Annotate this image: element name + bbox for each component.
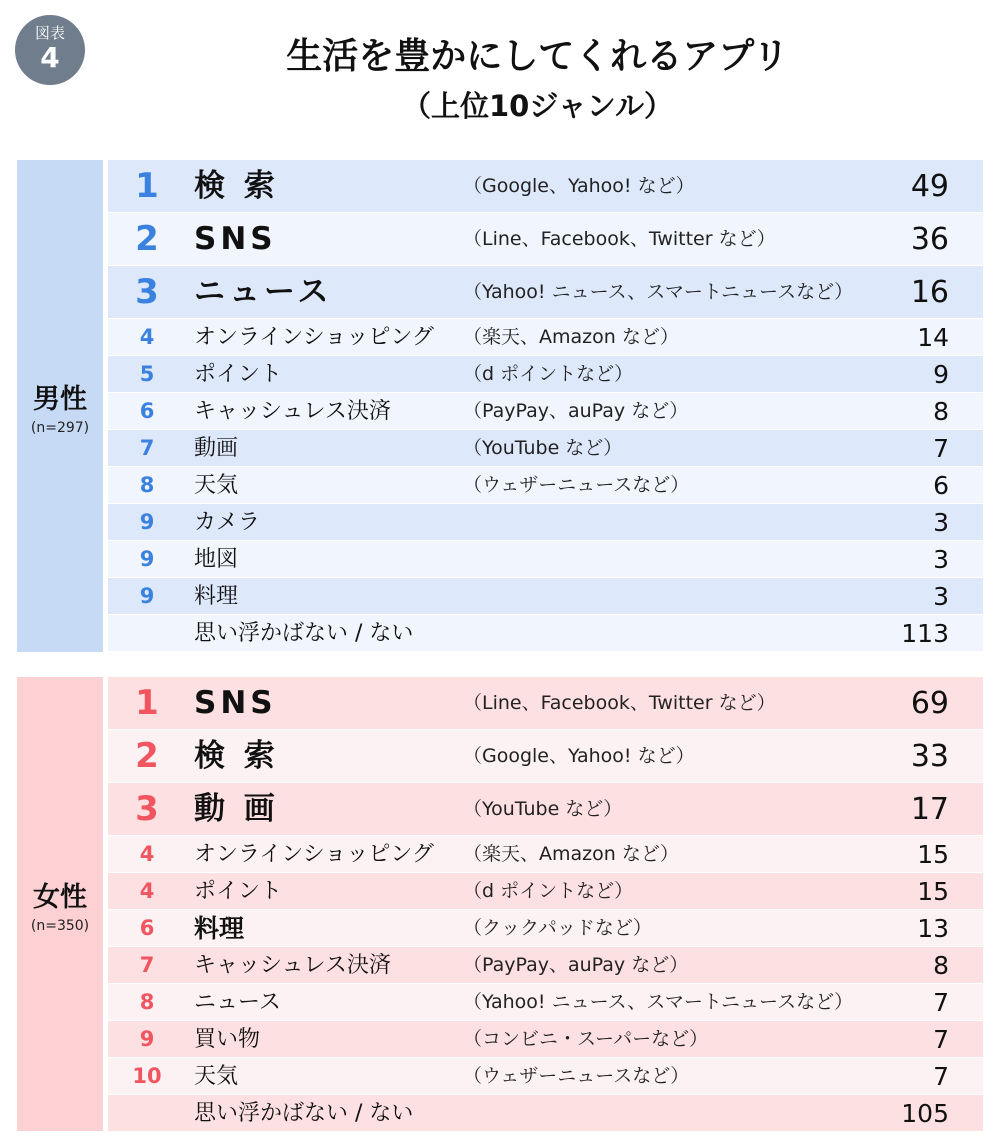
rank: 2 [135, 736, 159, 776]
app-genre: 思い浮かばない / ない [194, 1101, 414, 1126]
examples: （ウェザーニュースなど） [463, 474, 690, 496]
table-row [108, 783, 983, 836]
value: 36 [910, 222, 949, 257]
group-sample-size: (n=350) [30, 917, 90, 934]
app-genre: キャッシュレス決済 [194, 953, 391, 978]
app-genre: 料理 [194, 584, 239, 609]
app-genre: ニュース [194, 274, 333, 310]
app-genre: 検 索 [194, 738, 279, 774]
rank: 7 [139, 436, 155, 460]
value: 113 [901, 619, 949, 648]
examples: （d ポイントなど） [463, 363, 634, 385]
female-rows [108, 677, 983, 1132]
value: 13 [917, 914, 949, 943]
rank: 8 [139, 990, 155, 1014]
rank: 2 [135, 219, 159, 259]
group-name: 女性 [33, 881, 87, 913]
group-name: 男性 [33, 383, 87, 415]
examples: （Google、Yahoo! など） [463, 175, 695, 197]
value: 16 [910, 275, 949, 310]
table-row [108, 504, 983, 541]
value: 8 [933, 951, 949, 980]
rank: 5 [139, 362, 155, 386]
examples: （YouTube など） [463, 798, 623, 820]
app-genre: 天気 [194, 473, 239, 498]
table-row [108, 160, 983, 213]
table-row [108, 947, 983, 984]
app-genre: キャッシュレス決済 [194, 399, 391, 424]
value: 3 [933, 508, 949, 537]
value: 7 [933, 434, 949, 463]
app-genre: 料理 [194, 914, 245, 943]
rank: 9 [139, 584, 155, 608]
table-row [108, 430, 983, 467]
chart-subtitle: （上位10ジャンル） [401, 89, 674, 123]
value: 7 [933, 1025, 949, 1054]
app-genre: 地図 [194, 547, 239, 572]
table-row [108, 615, 983, 652]
examples: （PayPay、auPay など） [463, 400, 689, 422]
app-genre: カメラ [194, 510, 261, 535]
app-genre: 買い物 [194, 1027, 261, 1052]
examples: （Yahoo! ニュース、スマートニュースなど） [463, 991, 854, 1013]
rank: 1 [135, 166, 159, 206]
table-row [108, 677, 983, 730]
table-row [108, 730, 983, 783]
rank: 4 [139, 325, 155, 349]
table-row [108, 467, 983, 504]
app-genre: 動 画 [194, 791, 279, 827]
rank: 6 [139, 916, 155, 940]
examples: （Line、Facebook、Twitter など） [463, 692, 776, 714]
examples: （YouTube など） [463, 437, 623, 459]
app-genre: 思い浮かばない / ない [194, 621, 414, 646]
rank: 9 [139, 547, 155, 571]
examples: （PayPay、auPay など） [463, 954, 689, 976]
table-row [108, 213, 983, 266]
table-row [108, 578, 983, 615]
table-row [108, 910, 983, 947]
rank: 3 [135, 272, 159, 312]
male-section [17, 160, 983, 652]
examples: （コンビニ・スーパーなど） [463, 1028, 709, 1050]
app-genre: 動画 [194, 436, 239, 461]
value: 15 [917, 877, 949, 906]
group-sample-size: (n=297) [30, 419, 90, 436]
value: 49 [910, 169, 949, 204]
rank: 6 [139, 399, 155, 423]
examples: （ウェザーニュースなど） [463, 1065, 690, 1087]
value: 15 [917, 840, 949, 869]
value: 6 [933, 471, 949, 500]
examples: （d ポイントなど） [463, 880, 634, 902]
value: 8 [933, 397, 949, 426]
rank: 9 [139, 1027, 155, 1051]
rank: 9 [139, 510, 155, 534]
app-genre: オンラインショッピング [194, 325, 434, 350]
rank: 1 [135, 683, 159, 723]
figure-badge-number: 4 [40, 41, 60, 74]
table-row [108, 873, 983, 910]
female-section [17, 677, 983, 1131]
examples: （クックパッドなど） [463, 917, 652, 939]
table-row [108, 1095, 983, 1132]
app-genre: ポイント [194, 879, 283, 904]
value: 9 [933, 360, 949, 389]
value: 17 [910, 792, 949, 827]
value: 69 [910, 686, 949, 721]
value: 14 [917, 323, 949, 352]
examples: （Yahoo! ニュース、スマートニュースなど） [463, 281, 854, 303]
rank: 8 [139, 473, 155, 497]
male-label [17, 160, 103, 652]
male-rows [108, 160, 983, 652]
table-row [108, 266, 983, 319]
table-row [108, 319, 983, 356]
rank: 7 [139, 953, 155, 977]
table-row [108, 1021, 983, 1058]
app-genre: SNS [194, 221, 277, 257]
app-genre: オンラインショッピング [194, 842, 434, 867]
rank: 4 [139, 842, 155, 866]
examples: （楽天、Amazon など） [463, 326, 679, 348]
table-row [108, 1058, 983, 1095]
figure-badge-label: 図表 [34, 24, 65, 42]
female-label [17, 677, 103, 1131]
value: 105 [901, 1099, 949, 1128]
table-row [108, 836, 983, 873]
app-genre: SNS [194, 685, 277, 721]
table-row [108, 393, 983, 430]
rank: 4 [139, 879, 155, 903]
value: 7 [933, 1062, 949, 1091]
app-genre: 検 索 [194, 168, 279, 204]
examples: （Google、Yahoo! など） [463, 745, 695, 767]
rank: 3 [135, 789, 159, 829]
rank: 10 [132, 1064, 162, 1088]
value: 3 [933, 545, 949, 574]
app-genre: 天気 [194, 1064, 239, 1089]
chart-title: 生活を豊かにしてくれるアプリ [286, 36, 789, 77]
table-row [108, 984, 983, 1021]
table-row [108, 356, 983, 393]
table-row [108, 541, 983, 578]
app-genre: ニュース [194, 990, 281, 1015]
value: 3 [933, 582, 949, 611]
app-genre: ポイント [194, 362, 283, 387]
examples: （Line、Facebook、Twitter など） [463, 228, 776, 250]
value: 33 [910, 739, 949, 774]
value: 7 [933, 988, 949, 1017]
examples: （楽天、Amazon など） [463, 843, 679, 865]
